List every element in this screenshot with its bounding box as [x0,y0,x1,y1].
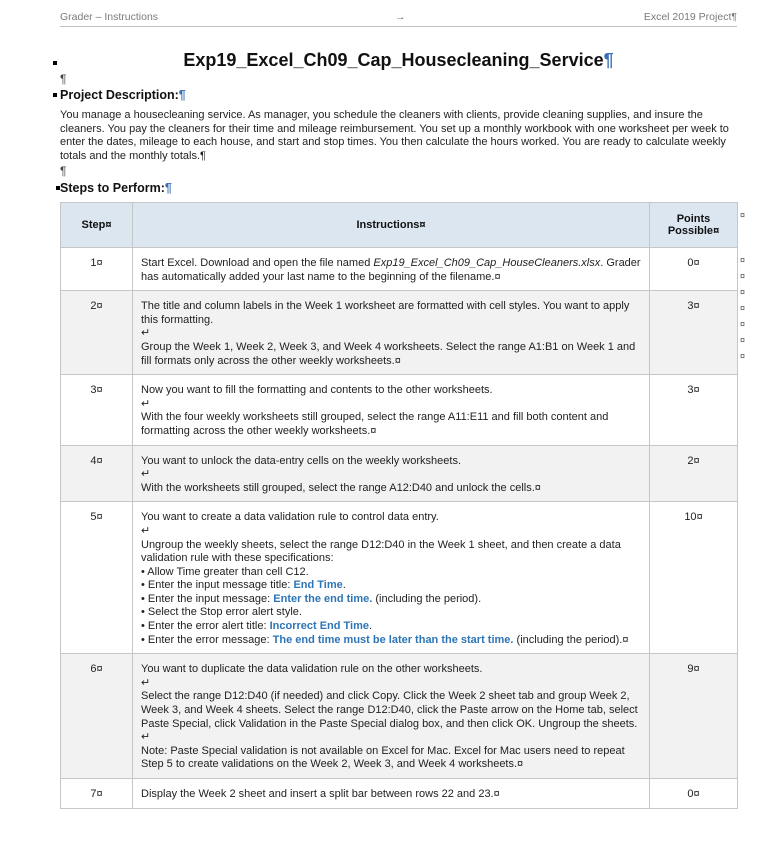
row-end-mark: ¤ [740,303,746,313]
table-row [61,654,738,779]
step-number-cell: 1¤ [61,248,133,291]
steps-heading: Steps to Perform:¶ [60,181,172,195]
instruction-text: • Enter the input message: [141,592,274,605]
table-header-row [61,203,738,248]
instruction-text: Group the Week 1, Week 2, Week 3, and Week 4 worksheets. Select the range A1:B1 on Week 1 and fill formats only across the other weekly worksheets. [141,340,636,367]
instruction-line [141,455,641,469]
project-description-text: You manage a housecleaning service. As manager, you schedule the cleaners with clients, provide cleaning supplies, and insure the cleaners. You pay the cleaners for their time and mileage reimbursement. You set up a monthly workbook with one worksheet per week to enter the dates, mileage to each house, and start and stop times. You then calculate the hours worked. You are ready to calculate weekly totals and the monthly totals.¶ [60,109,729,162]
instruction-line: Group the Week 1, Week 2, Week 3, and Week 4 worksheets. Select the range A1:B1 on Week 1 and fill formats only across the other weekly worksheets.¤ [141,340,636,367]
table-row [61,445,738,502]
instruction-line [141,511,641,525]
instruction-text: Display the Week 2 sheet and insert a split bar between rows 22 and 23. [141,788,494,800]
typed-value-text: Incorrect End Time [269,620,370,633]
instruction-cell [133,502,650,654]
instruction-line [141,398,641,412]
page-header [60,10,737,27]
instruction-text: • Enter the error alert title: [141,620,270,633]
instruction-text: With the four weekly worksheets still grouped, select the range A11:E11 and fill both content and formatting across the other weekly worksheets. [141,411,609,437]
points-cell: 9¤ [650,654,738,779]
table-row [61,291,738,375]
instruction-text: • Enter the error message: [141,633,273,646]
row-end-mark: ¤ [740,351,746,361]
header-tab-arrow: → [395,11,406,23]
step-number-cell: 6¤ [61,654,133,779]
table-row [61,502,738,654]
instruction-text: . [342,579,346,592]
instruction-text: You want to unlock the data-entry cells on the weekly worksheets. [141,454,461,467]
instruction-cell [133,779,650,809]
step-number-cell: 4¤ [61,445,133,502]
instruction-text: ↵ [141,676,151,689]
instruction-text: ↵ [141,327,151,340]
points-cell: 0¤ [650,248,738,291]
instruction-text: (including the period). [513,633,623,646]
instruction-line: With the four weekly worksheets still grouped, select the range A11:E11 and fill both content and formatting across the other weekly worksheets.¤ [141,411,609,437]
instruction-text: • Select the Stop error alert style. [141,606,302,619]
instruction-line [141,620,641,634]
instruction-text: With the worksheets still grouped, select the range A12:D40 and unlock the cells. [141,481,535,494]
instruction-text: You want to create a data validation rule to control data entry. [141,511,439,524]
row-end-mark: ¤ [740,271,746,281]
points-cell: 0¤ [650,779,738,809]
instruction-text: . Grader has automatically added your last name to the beginning of the filename. [141,257,641,283]
table-row [61,248,738,291]
instruction-line: • Enter the error message: The end time must be later than the start time. (including the period).¤ [141,633,629,646]
instruction-cell [133,445,650,502]
instruction-text: Start Excel. Download and open the file named [141,257,374,269]
paragraph-bullet-mark [53,61,57,65]
instruction-line [141,539,641,566]
instruction-line [141,327,641,341]
step-number-cell: 2¤ [61,291,133,375]
row-end-mark: ¤ [740,210,746,220]
step-number-cell: 5¤ [61,502,133,654]
instruction-line [141,468,641,482]
paragraph-bullet-mark [53,93,57,97]
instruction-line [141,606,641,620]
instruction-text: (including the period). [372,592,482,605]
instruction-line [141,731,641,745]
instruction-text: ↵ [141,731,151,744]
table-row [61,375,738,445]
points-cell: 3¤ [650,291,738,375]
instruction-line [141,300,641,327]
instruction-text: ↵ [141,524,151,537]
instruction-line [141,593,641,607]
points-cell: 3¤ [650,375,738,445]
instruction-text: Select the range D12:D40 (if needed) and click Copy. Click the Week 2 sheet tab and group Week 2, Week 3, and Week 4 sheets. Select the range D12:D40, click the Paste arrow on the Home tab, select Paste Special, click Validation in the Paste Special dialog box, and then click OK. Ungroup the sheets. [141,690,638,730]
instruction-text: • Enter the input message title: [141,579,294,592]
row-end-mark: ¤ [740,287,746,297]
instruction-text: • Allow Time greater than cell C12. [141,565,309,578]
instruction-cell [133,375,650,445]
instruction-line [141,579,641,593]
typed-value-text: End Time [293,579,343,592]
column-header-instructions: Instructions¤ [133,203,650,248]
step-number-cell: 7¤ [61,779,133,809]
instruction-line: Start Excel. Download and open the file named Exp19_Excel_Ch09_Cap_HouseCleaners.xlsx. Grader has automatically added your last name to the beginning of the filename.¤ [141,257,641,283]
document-title: Exp19_Excel_Ch09_Cap_Housecleaning_Service¶ [183,50,614,70]
instruction-line: With the worksheets still grouped, select the range A12:D40 and unlock the cells.¤ [141,481,541,494]
typed-value-text: The end time must be later than the start time. [272,633,514,646]
instruction-text: ↵ [141,397,151,410]
instruction-line [141,566,641,580]
row-end-mark: ¤ [740,255,746,265]
instruction-text: Note: Paste Special validation is not available on Excel for Mac. Excel for Mac users need to repeat Step 5 to create validations on the Week 2, Week 3, and Week 4 worksheets. [141,744,625,771]
typed-value-text: Enter the end time. [273,592,373,605]
instruction-text: Ungroup the weekly sheets, select the range D12:D40 in the Week 1 sheet, and then create a data validation rule with these specifications: [141,538,621,565]
project-description-heading: Project Description:¶ [60,88,186,102]
step-number-cell: 3¤ [61,375,133,445]
points-cell: 10¤ [650,502,738,654]
instruction-text: . [369,620,373,633]
instruction-text: The title and column labels in the Week 1 worksheet are formatted with cell styles. You want to apply this formatting. [141,300,630,326]
steps-table [60,202,738,809]
instruction-line: Note: Paste Special validation is not available on Excel for Mac. Excel for Mac users need to repeat Step 5 to create validations on the Week 2, Week 3, and Week 4 worksheets.¤ [141,744,625,771]
file-name-text: Exp19_Excel_Ch09_Cap_HouseCleaners.xlsx [373,257,601,269]
instruction-line [141,384,641,398]
row-end-mark: ¤ [740,319,746,329]
instruction-cell [133,654,650,779]
instruction-line [141,677,641,691]
header-right-text: Excel 2019 Project¶ [643,11,737,23]
empty-paragraph-mark: ¶ [60,164,67,178]
instruction-cell [133,248,650,291]
row-end-mark: ¤ [740,335,746,345]
table-row [61,779,738,809]
instruction-text: You want to duplicate the data validation rule on the other worksheets. [141,663,483,676]
instruction-line [141,525,641,539]
instruction-cell [133,291,650,375]
points-cell: 2¤ [650,445,738,502]
instruction-text: ↵ [141,468,151,481]
instruction-line: Display the Week 2 sheet and insert a split bar between rows 22 and 23.¤ [141,788,500,800]
instruction-line [141,690,641,731]
header-left-text: Grader – Instructions [60,11,159,23]
column-header-points: Points Possible¤ [650,203,738,248]
instruction-text: Now you want to fill the formatting and contents to the other worksheets. [141,384,493,397]
empty-paragraph-mark: ¶ [60,72,67,86]
instruction-line [141,663,641,677]
column-header-step: Step¤ [61,203,133,248]
